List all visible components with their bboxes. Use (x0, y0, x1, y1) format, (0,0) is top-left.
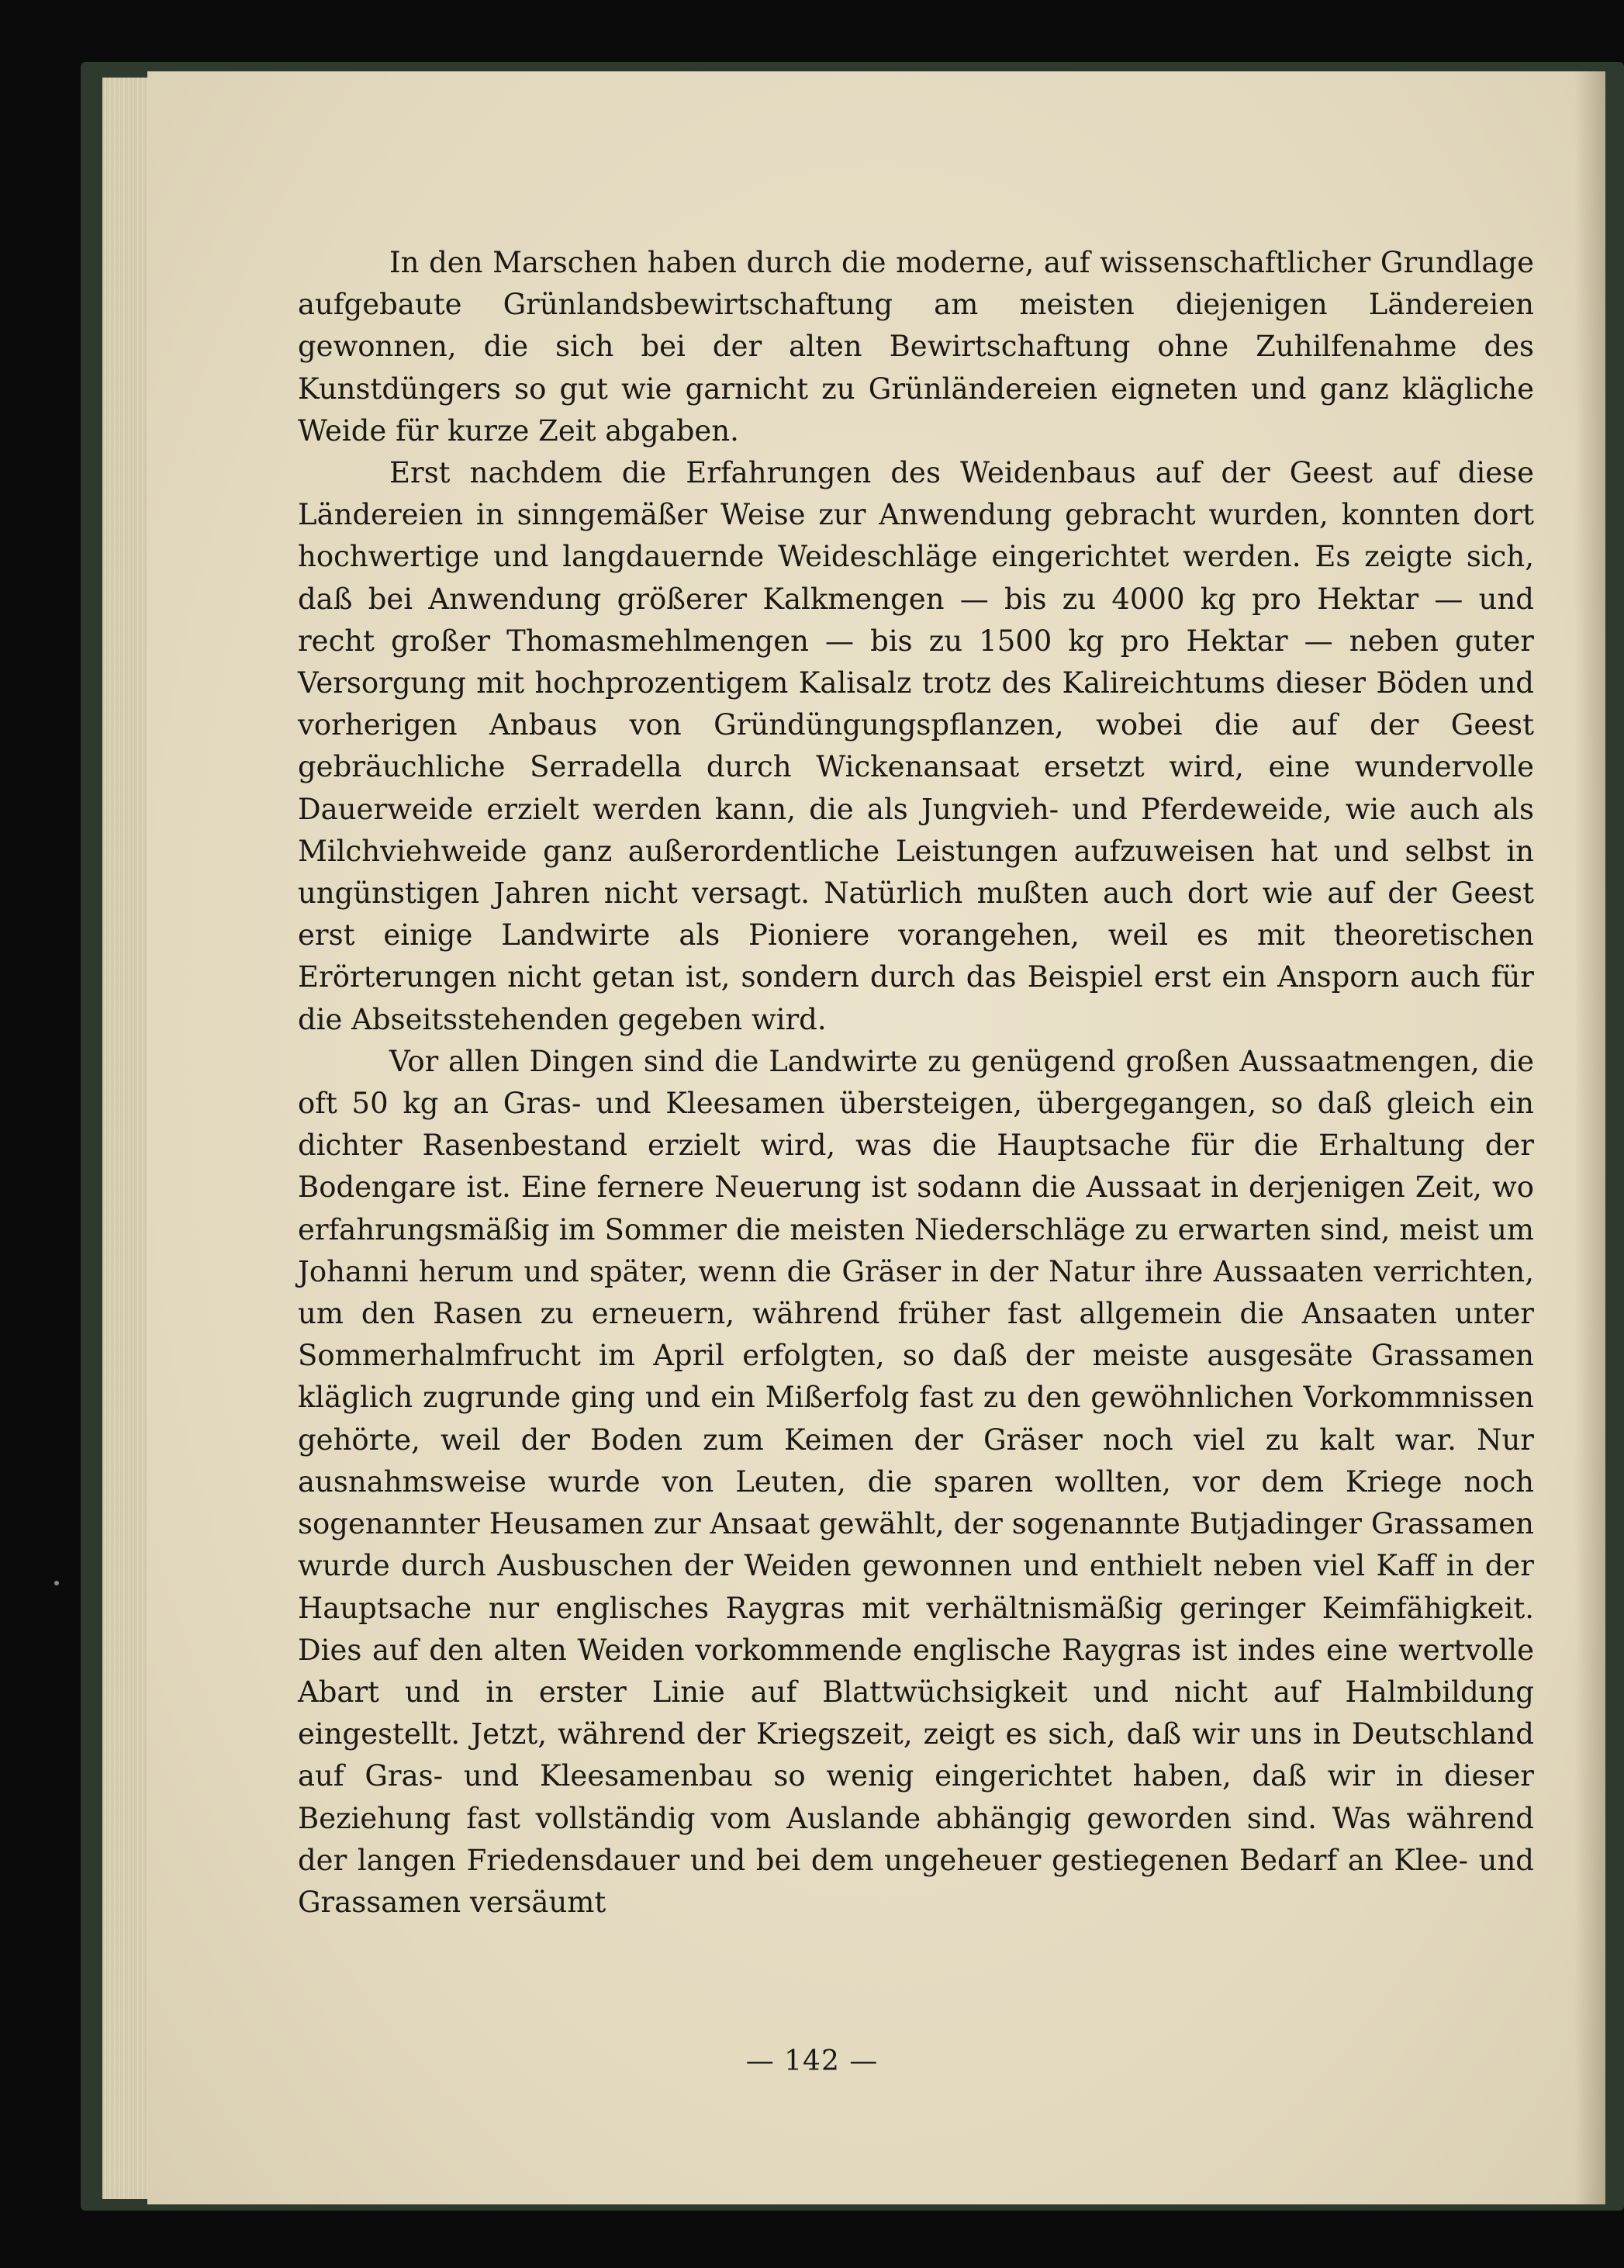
paragraph-1: In den Marschen haben durch die moderne, auf wissenschaftlicher Grundlage aufgebaute Grünlandsbewirtschaftung am meisten diejenigen Ländereien gewonnen, die sich bei der alten Bewirtschaftung ohne Zuhilfenahme des Kunstdüngers so gut wie garnicht zu Grünländereien eigneten und ganz klägliche Weide für kurze Zeit abgaben. (298, 246, 1534, 448)
margin-mark (54, 1581, 59, 1585)
paragraph-2: Erst nachdem die Erfahrungen des Weidenbaus auf der Geest auf diese Ländereien in sinngemäßer Weise zur Anwendung gebracht wurden, konnten dort hochwertige und langdauernde Weideschläge eingerichtet werden. Es zeigte sich, daß bei Anwendung größerer Kalkmengen — bis zu 4000 kg pro Hektar — und recht großer Thomasmehlmengen — bis zu 1500 kg pro Hektar — neben guter Versorgung mit hochprozentigem Kalisalz trotz des Kalireichtums dieser Böden und vorherigen Anbaus von Gründüngungspflanzen, wobei die auf der Geest gebräuchliche Serradella durch Wickenansaat ersetzt wird, eine wundervolle Dauerweide erzielt werden kann, die als Jungvieh- und Pferdeweide, wie auch als Milchviehweide ganz außerordentliche Leistungen aufzuweisen hat und selbst in ungünstigen Jahren nicht versagt. Natürlich mußten auch dort wie auf der Geest erst einige Landwirte als Pioniere vorangehen, weil es mit theoretischen Erörterungen nicht getan ist, sondern durch das Beispiel erst ein Ansporn auch für die Abseitsstehenden gegeben wird. (298, 456, 1534, 1036)
page-number: — 142 — (745, 2045, 879, 2077)
gutter-shadow (1574, 71, 1605, 2204)
body-text (298, 242, 1534, 1924)
paragraph-3: Vor allen Dingen sind die Landwirte zu genügend großen Aussaatmengen, die oft 50 kg an Gras- und Kleesamen übersteigen, übergegangen, so daß gleich ein dichter Rasenbestand erzielt wird, was die Hauptsache für die Erhaltung der Bodengare ist. Eine fernere Neuerung ist sodann die Aussaat in derjenigen Zeit, wo erfahrungsmäßig im Sommer die meisten Niederschläge zu erwarten sind, meist um Johanni herum und später, wenn die Gräser in der Natur ihre Aussaaten verrichten, um den Rasen zu erneuern, während früher fast allgemein die Ansaaten unter Sommerhalmfrucht im April erfolgten, so daß der meiste ausgesäte Grassamen kläglich zugrunde ging und ein Mißerfolg fast zu den gewöhnlichen Vorkommnissen gehörte, weil der Boden zum Keimen der Gräser noch viel zu kalt war. Nur ausnahmsweise wurde von Leuten, die sparen wollten, vor dem Kriege noch sogenannter Heusamen zur Ansaat gewählt, der sogenannte Butjadinger Grassamen wurde durch Ausbuschen der Weiden gewonnen und enthielt neben viel Kaff in der Hauptsache nur englisches Raygras mit verhältnismäßig geringer Keimfähigkeit. Dies auf den alten Weiden vorkommende englische Raygras ist indes eine wertvolle Abart und in erster Linie auf Blattwüchsigkeit und nicht auf Halmbildung eingestellt. Jetzt, während der Kriegszeit, zeigt es sich, daß wir uns in Deutschland auf Gras- und Kleesamenbau so wenig eingerichtet haben, daß wir in dieser Beziehung fast vollständig vom Auslande abhängig geworden sind. Was während der langen Friedensdauer und bei dem ungeheuer gestiegenen Bedarf an Klee- und Grassamen versäumt (298, 1044, 1534, 1919)
page-edges (102, 78, 147, 2199)
